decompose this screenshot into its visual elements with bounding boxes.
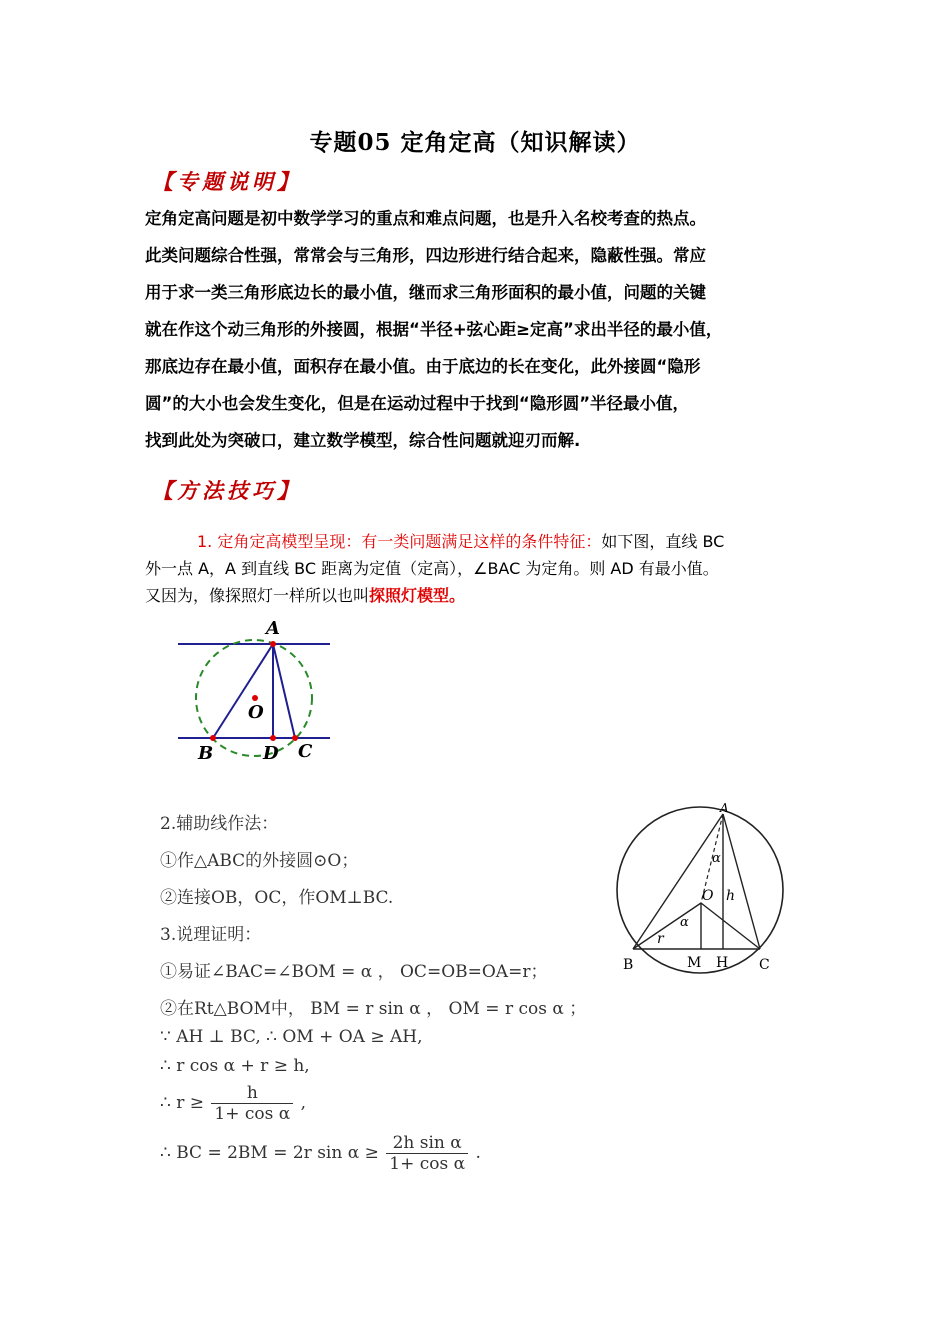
explanation-line: 就在作这个动三角形的外接圆，根据“半径+弦心距≥定高”求出半径的最小值， [145,320,723,339]
segment-ob [633,903,701,949]
explanation-line: 圆”的大小也会发生变化，但是在运动过程中于找到“隐形圆”半径最小值， [145,394,690,413]
explanation-line: 定角定高问题是初中数学学习的重点和难点问题，也是升入名校考查的热点。 [145,209,706,228]
method-intro-line [145,528,845,555]
proof-step-1: ①易证∠BAC=∠BOM = α ， OC=OB=OA=r； [160,962,548,982]
fraction-numerator: 2h sin α [386,1133,468,1154]
auxiliary-heading: 2.辅助线作法： [160,814,279,834]
section-heading-methods: 【方法技巧】 [152,479,302,503]
point-o [252,695,258,701]
segment-ac [723,814,760,949]
point-d [270,735,276,741]
page-title: 专题05 定角定高（知识解读） [309,129,641,156]
model-condition-text: 1. 定角定高模型呈现：有一类问题满足这样的条件特征： [197,532,602,551]
proof-step-2: ②在Rt△BOM中， BM = r sin α ， OM = r cos α ； [160,999,587,1019]
section-heading-explanation: 【专题说明】 [152,170,302,194]
proof-heading: 3.说理证明： [160,925,262,945]
label-a: A [720,801,729,815]
label-o: O [702,888,714,904]
fraction-r-bound [211,1083,293,1124]
proof-step-3: ∵ AH ⊥ BC, ∴ OM + OA ≥ AH, [160,1027,423,1047]
proof-step-5-tail: , [300,1093,307,1113]
method-intro-line [145,582,845,609]
label-a: A [266,618,280,639]
explanation-line: 此类问题综合性强，常常会与三角形，四边形进行结合起来，隐蔽性强。常应 [145,246,706,265]
segment-ac [273,644,295,738]
label-r: r [657,931,664,947]
segment-ab [633,814,723,949]
auxiliary-step-2: ②连接OB，OC，作OM⊥BC. [160,888,394,908]
fraction-numerator: h [211,1083,293,1104]
fraction-bc-bound [386,1133,468,1174]
explanation-paragraph [145,200,845,459]
proof-step-5 [160,1083,306,1124]
label-c: C [298,741,313,762]
label-d: D [263,743,279,764]
label-h: h [726,888,736,904]
method-intro-line: 外一点 A，A 到直线 BC 距离为定值（定高），∠BAC 为定角。则 AD 有最小值。 [145,559,719,578]
proof-step-5-lead: ∴ r ≥ [160,1093,204,1113]
auxiliary-step-1: ①作△ABC的外接圆⊙O； [160,851,359,871]
label-alpha-top: α [712,851,721,866]
label-h-foot: H [716,955,729,971]
point-b [210,735,216,741]
label-b: B [198,743,214,764]
proof-step-4: ∴ r cos α + r ≥ h, [160,1056,310,1076]
label-c: C [759,957,770,973]
segment-oc [701,903,760,949]
segment-ab [213,644,273,738]
proof-step-6-lead: ∴ BC = 2BM = 2r sin α ≥ [160,1143,379,1163]
searchlight-model-figure [170,612,340,772]
model-description-text: 如下图，直线 BC [601,532,725,551]
fraction-denominator: 1+ cos α [214,1104,291,1124]
circumcircle-proof-figure [605,800,805,985]
point-a [270,641,276,647]
explanation-line: 用于求一类三角形底边长的最小值，继而求三角形面积的最小值，问题的关键 [145,283,706,302]
proof-step-6-tail: . [475,1143,481,1163]
label-o: O [248,702,264,723]
searchlight-model-name: 探照灯模型。 [369,586,466,605]
searchlight-lead-text: 又因为，像探照灯一样所以也叫 [145,586,370,605]
method-intro-paragraph [145,528,845,609]
fraction-denominator: 1+ cos α [389,1154,466,1174]
label-m: M [687,955,702,971]
proof-step-6 [160,1133,481,1174]
label-alpha-center: α [680,915,689,930]
label-b: B [623,957,634,973]
explanation-line: 找到此处为突破口，建立数学模型，综合性问题就迎刃而解. [145,431,581,450]
explanation-line: 那底边存在最小值，面积存在最小值。由于底边的长在变化，此外接圆“隐形 [145,357,701,376]
